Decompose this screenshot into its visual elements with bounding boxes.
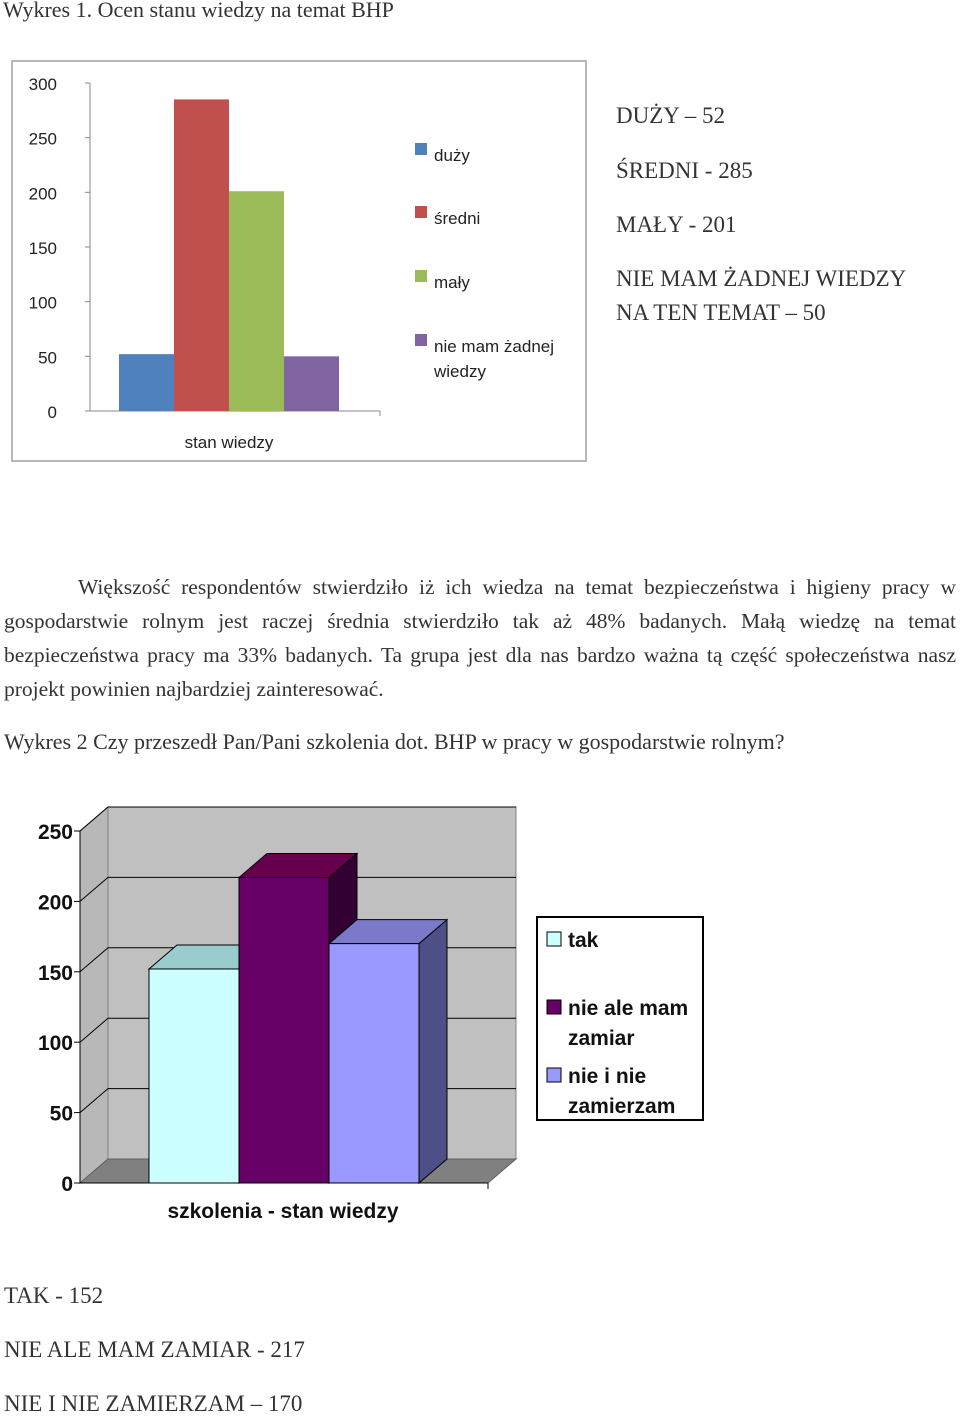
chart2-legend-label: tak	[568, 929, 599, 952]
chart2-legend-label: zamierzam	[568, 1095, 676, 1118]
chart1-summary-duzy: DUŻY – 52	[616, 103, 726, 128]
chart2-bar-2	[239, 877, 329, 1183]
chart1-summary-brak-1: NIE MAM ŻADNEJ WIEDZY	[616, 266, 907, 291]
chart1-legend-label: mały	[434, 273, 470, 292]
chart2-y-tick-label: 50	[49, 1102, 73, 1126]
chart1-legend-label: duży	[434, 146, 470, 165]
chart1-y-tick-label: 0	[47, 403, 57, 422]
chart1-y-tick-label: 250	[28, 129, 57, 149]
chart2-y-tick-label: 250	[37, 821, 73, 844]
chart1-y-tick-label: 300	[28, 75, 57, 94]
description-text: Większość respondentów stwierdziło iż ich wiedza na temat bezpieczeństwa i higieny pracy w gospodarstwie rolnym jest raczej średnia stwierdziło tak aż 48% badanych. Małą wiedzę na temat bezpieczeństwa pracy ma 33% badanych. Ta grupa jest dla nas bardzo ważna tą część społeczeństwa nasz projekt powinien najbardziej zainteresować.	[4, 575, 956, 701]
chart2-summary-nie: NIE I NIE ZAMIERZAM – 170	[4, 1391, 303, 1416]
chart2-legend-label: nie ale mam	[568, 997, 689, 1020]
chart2-bar-3	[329, 944, 419, 1183]
chart2-legend-swatch-2	[547, 1000, 561, 1014]
chart1-caption: Wykres 1. Ocen stanu wiedzy na temat BHP	[3, 0, 394, 22]
chart2-y-tick-label: 100	[37, 1032, 73, 1056]
chart2-legend-swatch-3	[547, 1068, 561, 1082]
chart1-y-tick-label: 200	[28, 184, 57, 204]
chart1-x-label: stan wiedzy	[184, 433, 274, 452]
chart1-y-tick-label: 50	[38, 348, 57, 368]
chart1-summary-maly: MAŁY - 201	[616, 212, 737, 237]
chart1-summary-sredni: ŚREDNI - 285	[616, 158, 753, 183]
chart2-y-tick-label: 150	[37, 961, 73, 985]
chart2-x-label: szkolenia - stan wiedzy	[167, 1200, 399, 1223]
chart1-summary-brak-2: NA TEN TEMAT – 50	[616, 300, 826, 325]
chart2-legend-label: nie i nie	[568, 1065, 647, 1088]
chart1-legend-label: wiedzy	[434, 362, 486, 381]
chart1-legend-label: nie mam żadnej	[434, 337, 555, 356]
chart1-y-tick-label: 150	[28, 239, 57, 258]
chart2-legend-label: zamiar	[568, 1027, 635, 1050]
chart1-legend-label: średni	[434, 209, 481, 228]
chart2-y-tick-label: 200	[37, 891, 73, 915]
chart1-y-tick-label: 100	[28, 293, 57, 313]
chart2-caption: Wykres 2 Czy przeszedł Pan/Pani szkolenia dot. BHP w pracy w gospodarstwie rolnym?	[4, 729, 785, 754]
chart2-summary-tak: TAK - 152	[4, 1283, 104, 1308]
chart2-bar-1	[149, 969, 239, 1183]
chart2-summary-zamiar: NIE ALE MAM ZAMIAR - 217	[4, 1337, 305, 1362]
chart2-bar-side-3	[419, 920, 447, 1183]
chart2-side-wall	[80, 807, 108, 1183]
chart2-y-tick-label: 0	[61, 1173, 73, 1196]
chart2-legend-swatch-1	[547, 932, 561, 946]
